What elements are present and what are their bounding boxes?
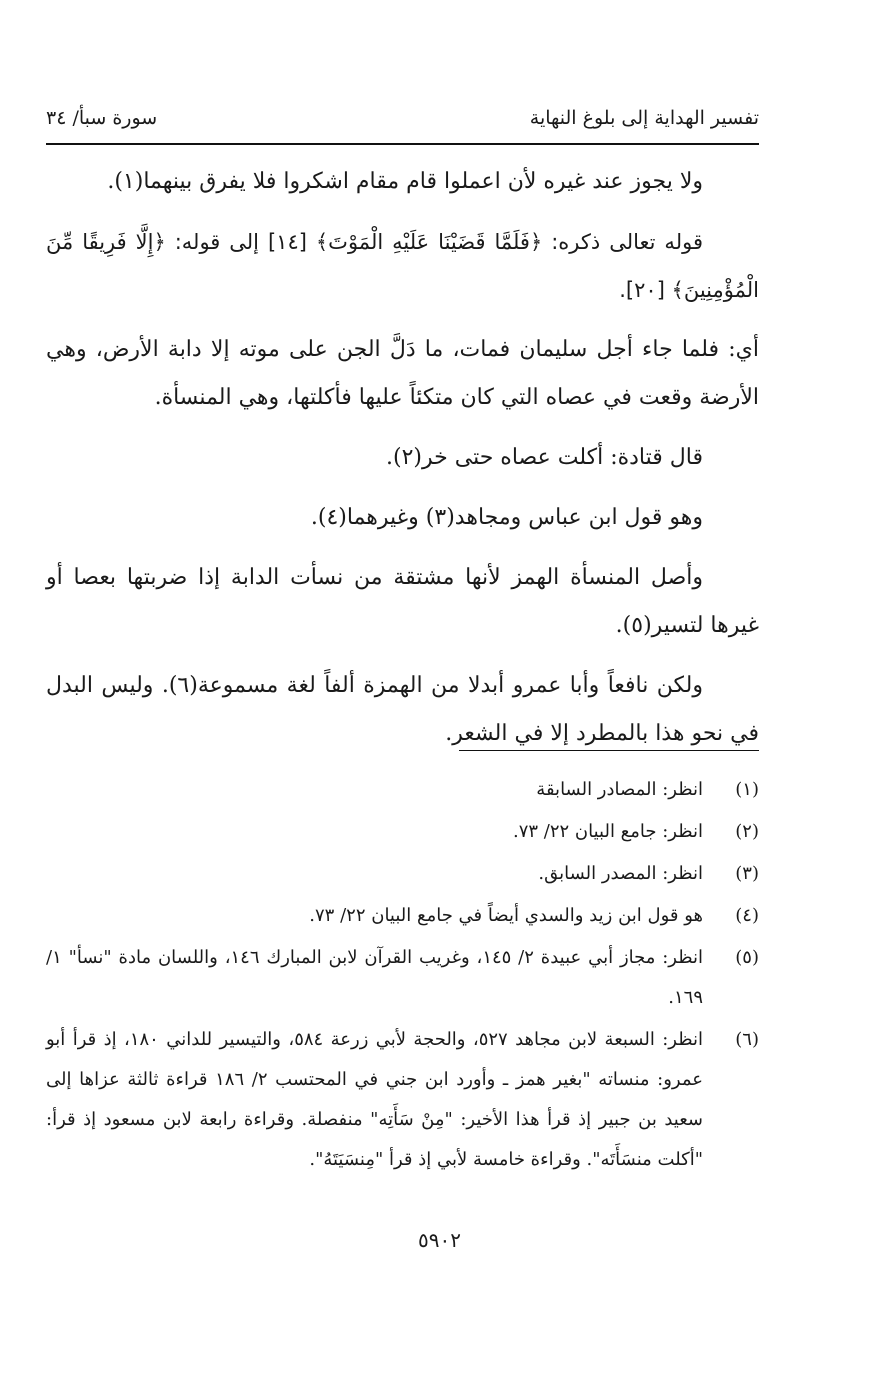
footnotes (46, 770, 759, 1182)
footnote-divider (459, 750, 759, 751)
paragraph: وأصل المنسأة الهمز لأنها مشتقة من نسأت الدابة إذا ضربتها بعصا أو غيرها لتسير(٥). (46, 565, 759, 638)
footnote (46, 812, 759, 852)
footnote-number: (٣) (735, 863, 759, 884)
footnote-number: (٤) (735, 905, 759, 926)
paragraph: ولكن نافعاً وأبا عمرو أبدلا من الهمزة ألفاً لغة مسموعة(٦). وليس البدل في نحو هذا بالمطرد إلا في الشعر. (46, 673, 759, 746)
footnote (46, 854, 759, 894)
main-text (46, 158, 759, 770)
footnote-text: هو قول ابن زيد والسدي أيضاً في جامع البيان ٢٢/ ٧٣. (309, 905, 703, 926)
footnote (46, 1020, 759, 1180)
footnote-text: انظر: السبعة لابن مجاهد ٥٢٧، والحجة لأبي زرعة ٥٨٤، والتيسير للداني ١٨٠، إذ قرأ أبو عمرو: منساته "بغير همز ـ وأورد ابن جني في المحتسب ٢/ ١٨٦ قراءة ثالثة عزاها إلى سعيد بن جبير إذ قرأ هذا الأخير: "مِنْ سَأَتِه" منفصلة. وقراءة رابعة لابن مسعود إذ قرأ: "أكلت منسَأَتَه". وقراءة خامسة لأبي إذ قرأ "مِنسَيَتَهُ". (46, 1029, 704, 1170)
paragraph: أي: فلما جاء أجل سليمان فمات، ما دَلَّ الجن على موته إلا دابة الأرض، وهي الأرضة وقعت في عصاه التي كان متكئاً عليها فأكلتها، وهي المنسأة. (46, 337, 759, 410)
footnote-text: انظر: المصدر السابق. (538, 863, 703, 884)
footnote-number: (١) (735, 779, 759, 800)
verse-paragraph: قوله تعالى ذكره: ﴿فَلَمَّا قَضَيْنَا عَلَيْهِ الْمَوْتَ﴾ [١٤] إلى قوله: ﴿إِلَّا فَرِيقًا مِّنَ الْمُؤْمِنِينَ﴾ [٢٠]. (46, 230, 759, 302)
running-header (46, 100, 759, 136)
page-number: ٥٩٠٢ (418, 1228, 461, 1252)
footnote-number: (٢) (735, 821, 759, 842)
footnote (46, 896, 759, 936)
footnote-number: (٥) (735, 947, 759, 968)
book-title: تفسير الهداية إلى بلوغ النهاية (529, 107, 759, 129)
header-divider (46, 143, 759, 145)
footnote-number: (٦) (735, 1029, 759, 1050)
surah-label: سورة سبأ/ ٣٤ (46, 107, 158, 129)
footnote-text: انظر: مجاز أبي عبيدة ٢/ ١٤٥، وغريب القرآن لابن المبارك ١٤٦، واللسان مادة "نسأ" ١/ ١٦٩. (46, 947, 703, 1008)
footnote (46, 770, 759, 810)
footnote-text: انظر: المصادر السابقة (536, 779, 703, 800)
footnote (46, 938, 759, 1018)
paragraph: قال قتادة: أكلت عصاه حتى خر(٢). (386, 445, 703, 470)
paragraph: وهو قول ابن عباس ومجاهد(٣) وغيرهما(٤). (310, 505, 703, 530)
paragraph: ولا يجوز عند غيره لأن اعملوا قام مقام اشكروا فلا يفرق بينهما(١). (107, 169, 703, 194)
footnote-text: انظر: جامع البيان ٢٢/ ٧٣. (512, 821, 703, 842)
